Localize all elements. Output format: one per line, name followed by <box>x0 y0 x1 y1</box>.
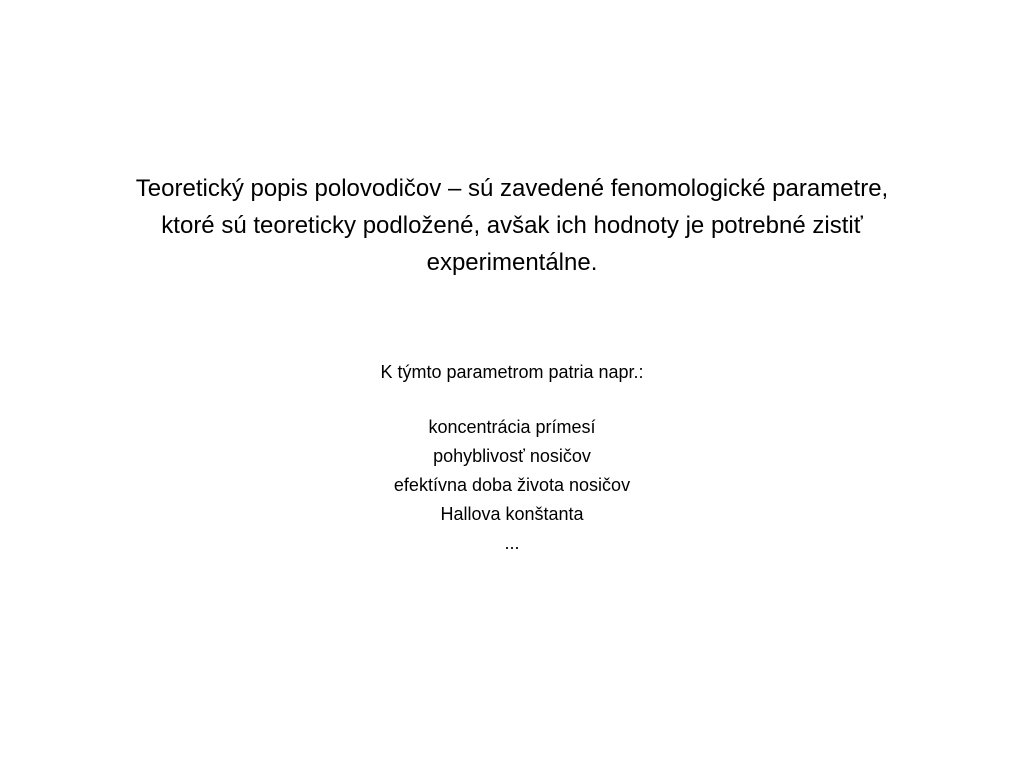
heading-line-2: ktoré sú teoreticky podložené, avšak ich hodnoty je potrebné zistiť <box>161 212 863 239</box>
parameters-block <box>112 359 912 558</box>
parameter-item-hall-constant: Hallova konštanta <box>440 504 584 524</box>
parameter-item-lifetime: efektívna doba života nosičov <box>393 475 631 495</box>
parameter-item-ellipsis: ... <box>504 533 520 553</box>
parameters-intro: K týmto parametrom patria napr.: <box>380 362 644 382</box>
slide-heading <box>40 170 984 281</box>
parameter-item-mobility: pohyblivosť nosičov <box>433 446 591 466</box>
heading-line-1: Teoretický popis polovodičov – sú zavedené fenomologické parametre, <box>135 175 889 202</box>
heading-line-3: experimentálne. <box>426 249 598 276</box>
parameter-item-concentration: koncentrácia prímesí <box>428 417 596 437</box>
